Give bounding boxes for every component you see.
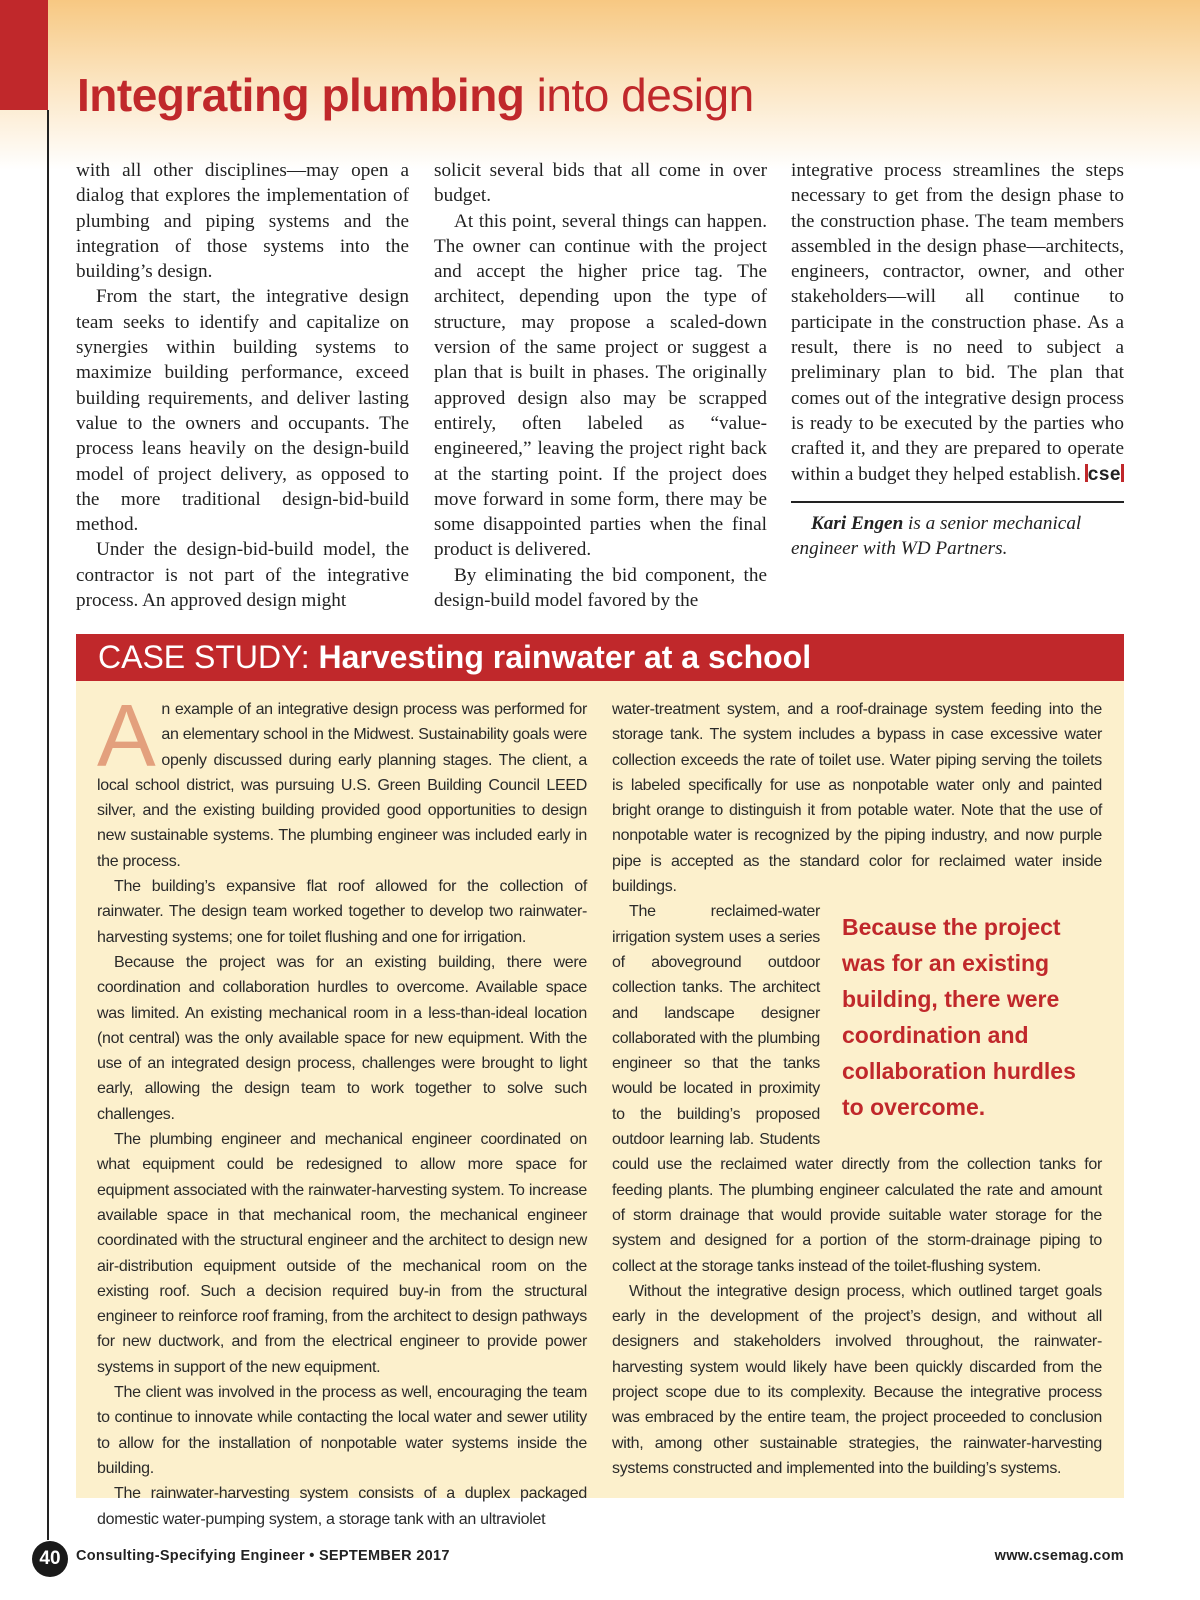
title-light: into design [524,69,754,121]
section-tab [0,0,48,110]
author-description: is a senior mechanical engineer with WD Partners. [791,512,1082,560]
paragraph: Because the project was for an existing building, there were coordination and collaboration hurdles to overcome. Available space was limited. An existing mechanical room in a less-than-ideal location (not central) was the only available space for new equipment. With the use of an integrated design process, challenges were brought to light early, allowing the design team to work together to solve such challenges. [97,953,587,1123]
paragraph [612,899,1102,1278]
case-study-column-2 [612,697,1102,1481]
paragraph: At this point, several things can happen. The owner can continue with the project and accept the higher price tag. The architect, depending upon the type of structure, may propose a scaled-down version of the same project or suggest a plan that is built in phases. The originally approved design also may be scrapped entirely, often labeled as “value-engineered,” leaving the project right back at the starting point. If the project does move forward in some form, there may be some disappointed parties when the final product is delivered. [434,210,767,561]
paragraph: Under the design-bid-build model, the contractor is not part of the integrative process. An approved design might [76,539,409,612]
cse-end-logo [1085,462,1124,487]
paragraph: The rainwater-harvesting system consists of a duplex packaged domestic water-pumping system, a storage tank with an ultraviolet [97,1485,587,1528]
paragraph: with all other disciplines—may open a dialog that explores the implementation of plumbing and piping systems and the integration of those systems into the building’s design. [76,160,409,283]
page-title [77,68,754,122]
paragraph: The building’s expansive flat roof allowed for the collection of rainwater. The design team worked together to develop two rainwater-harvesting systems; one for toilet flushing and one for irrigation. [97,878,587,946]
title-bold: Integrating plumbing [77,69,525,121]
drop-cap: A [97,686,156,785]
paragraph-text: n example of an integrative design process was performed for an elementary school in the Midwest. Sustainability goals were openly discussed during early planning stages. The client, a local school district, was pursuing U.S. Green Building Council LEED silver, and the existing building provided good opportunities to design new sustainable systems. The plumbing engineer was included early in the process. [97,701,587,870]
logo-bar-right [1121,464,1124,482]
author-bio [791,511,1124,562]
case-study-header [76,634,1124,681]
case-study-title: Harvesting rainwater at a school [318,639,812,675]
paragraph: The plumbing engineer and mechanical engineer coordinated on what equipment could be redesigned to allow more space for equipment associated with the rainwater-harvesting system. To increase available space in that mechanical room, the mechanical engineer coordinated with the structural engineer and the architect to design new air-distribution equipment outside of the mechanical room on the existing roof. Such a decision required buy-in from the structural engineer to reinforce roof framing, from the architect to design pathways for new ductwork, and from the electrical engineer to provide power systems in support of the new equipment. [97,1131,587,1376]
paragraph-text: The reclaimed-water irrigation system uses a series of aboveground outdoor collection tanks. The architect and landscape designer collaborated with the plumbing engineer so that the tanks would be located in proximity to the building’s proposed outdoor learning lab. Students could use the reclaimed water directly from the collection tanks for feeding plants. The plumbing engineer calculated the rate and amount of storm drainage that would provide suitable water storage for the system and designed for a portion of the storm-drainage piping to collect at the storage tanks instead of the toilet-flushing system. [612,903,1102,1275]
pull-quote: Because the project was for an existing building, there were coordination and collaboration hurdles to overcome. [842,914,1076,1121]
paragraph: By eliminating the bid component, the design-build model favored by the [434,564,767,612]
paragraph: solicit several bids that all come in over budget. [434,160,767,207]
paragraph-text: integrative process streamlines the steps necessary to get from the design phase to the construction phase. The team members assembled in the design phase—architects, engineers, contractor, owner, and other stakeholders—will all continue to participate in the construction phase. As a result, there is no need to subject a preliminary plan to bid. The plan that comes out of the integrative design process is ready to be executed by the parties who crafted it, and they are prepared to operate within a budget they helped establish. [791,160,1124,485]
article-column-2 [434,158,767,613]
paragraph: Without the integrative design process, which outlined target goals early in the development of the project’s design, and without all designers and stakeholders involved throughout, the rainwater-harvesting system would likely have been quickly discarded from the project scope due to its complexity. Because the integrative process was embraced by the entire team, the project proceeded to conclusion with, among other sustainable strategies, the rainwater-harvesting systems constructed and implemented into the building’s systems. [612,1282,1102,1477]
publication-footer: Consulting-Specifying Engineer • SEPTEMBER 2017 [76,1548,450,1564]
website-footer[interactable]: www.csemag.com [994,1548,1124,1564]
paragraph [97,686,587,874]
author-name: Kari Engen [811,512,904,534]
logo-text: cse [1087,463,1121,485]
case-study-label: CASE STUDY: [98,639,319,675]
paragraph [791,158,1124,487]
article-column-3 [791,158,1124,561]
page-number: 40 [32,1541,68,1577]
case-study-column-1 [97,686,587,1532]
paragraph: From the start, the integrative design team seeks to identify and capitalize on synergies within building systems to maximize building performance, exceed building requirements, and deliver lasting value to the owners and occupants. The process leans heavily on the design-build model of project delivery, as opposed to the more traditional design-bid-build method. [76,286,409,536]
bio-divider [791,501,1124,503]
article-column-1 [76,158,409,613]
margin-rule [47,110,49,1540]
paragraph: water-treatment system, and a roof-drainage system feeding into the storage tank. The system includes a bypass in case excessive water collection exceeds the rate of toilet use. Water piping serving the toilets is labeled specifically for use as nonpotable water only and painted bright orange to distinguish it from potable water. Note that the use of nonpotable water is recognized by the piping industry, and now purple pipe is accepted as the standard color for reclaimed water inside buildings. [612,701,1102,896]
paragraph: The client was involved in the process as well, encouraging the team to continue to innovate while contacting the local water and sewer utility to allow for the installation of nonpotable water systems inside the building. [97,1384,587,1477]
